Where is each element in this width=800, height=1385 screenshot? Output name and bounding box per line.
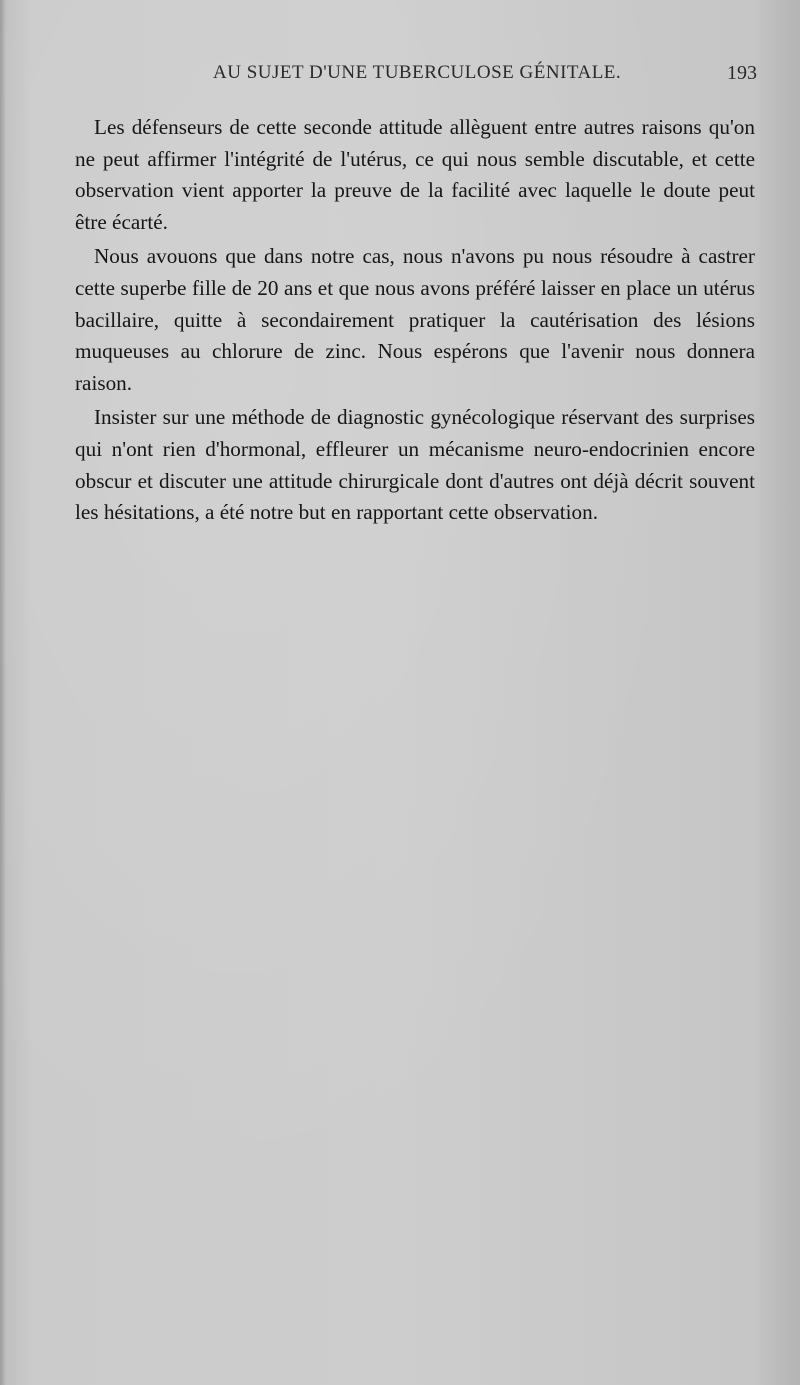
page-number: 193 bbox=[727, 62, 757, 84]
paragraph-2: Nous avouons que dans notre cas, nous n'avons pu nous résoudre à castrer cette superbe fille de 20 ans et que nous avons préféré laisser en place un utérus bacillaire, quitte à secondairement pratiquer la cautérisation des lésions muqueuses au chlorure de zinc. Nous espérons que l'avenir nous donnera raison. bbox=[75, 244, 755, 395]
body-text bbox=[75, 112, 755, 532]
paragraph-1: Les défenseurs de cette seconde attitude allèguent entre autres raisons qu'on ne peut affirmer l'intégrité de l'utérus, ce qui nous semble discutable, et cette observation vient apporter la preuve de la facilité avec laquelle le doute peut être écarté. bbox=[75, 115, 755, 234]
page-edge-shadow bbox=[0, 0, 6, 1385]
running-header bbox=[75, 62, 757, 90]
running-title: AU SUJET D'UNE TUBERCULOSE GÉNITALE. bbox=[213, 62, 622, 83]
paragraph-3: Insister sur une méthode de diagnostic gynécologique réservant des surprises qui n'ont rien d'hormonal, effleurer un mécanisme neuro-endocrinien encore obscur et discuter une attitude chirurgicale dont d'autres ont déjà décrit souvent les hésitations, a été notre but en rapportant cette observation. bbox=[75, 405, 755, 525]
